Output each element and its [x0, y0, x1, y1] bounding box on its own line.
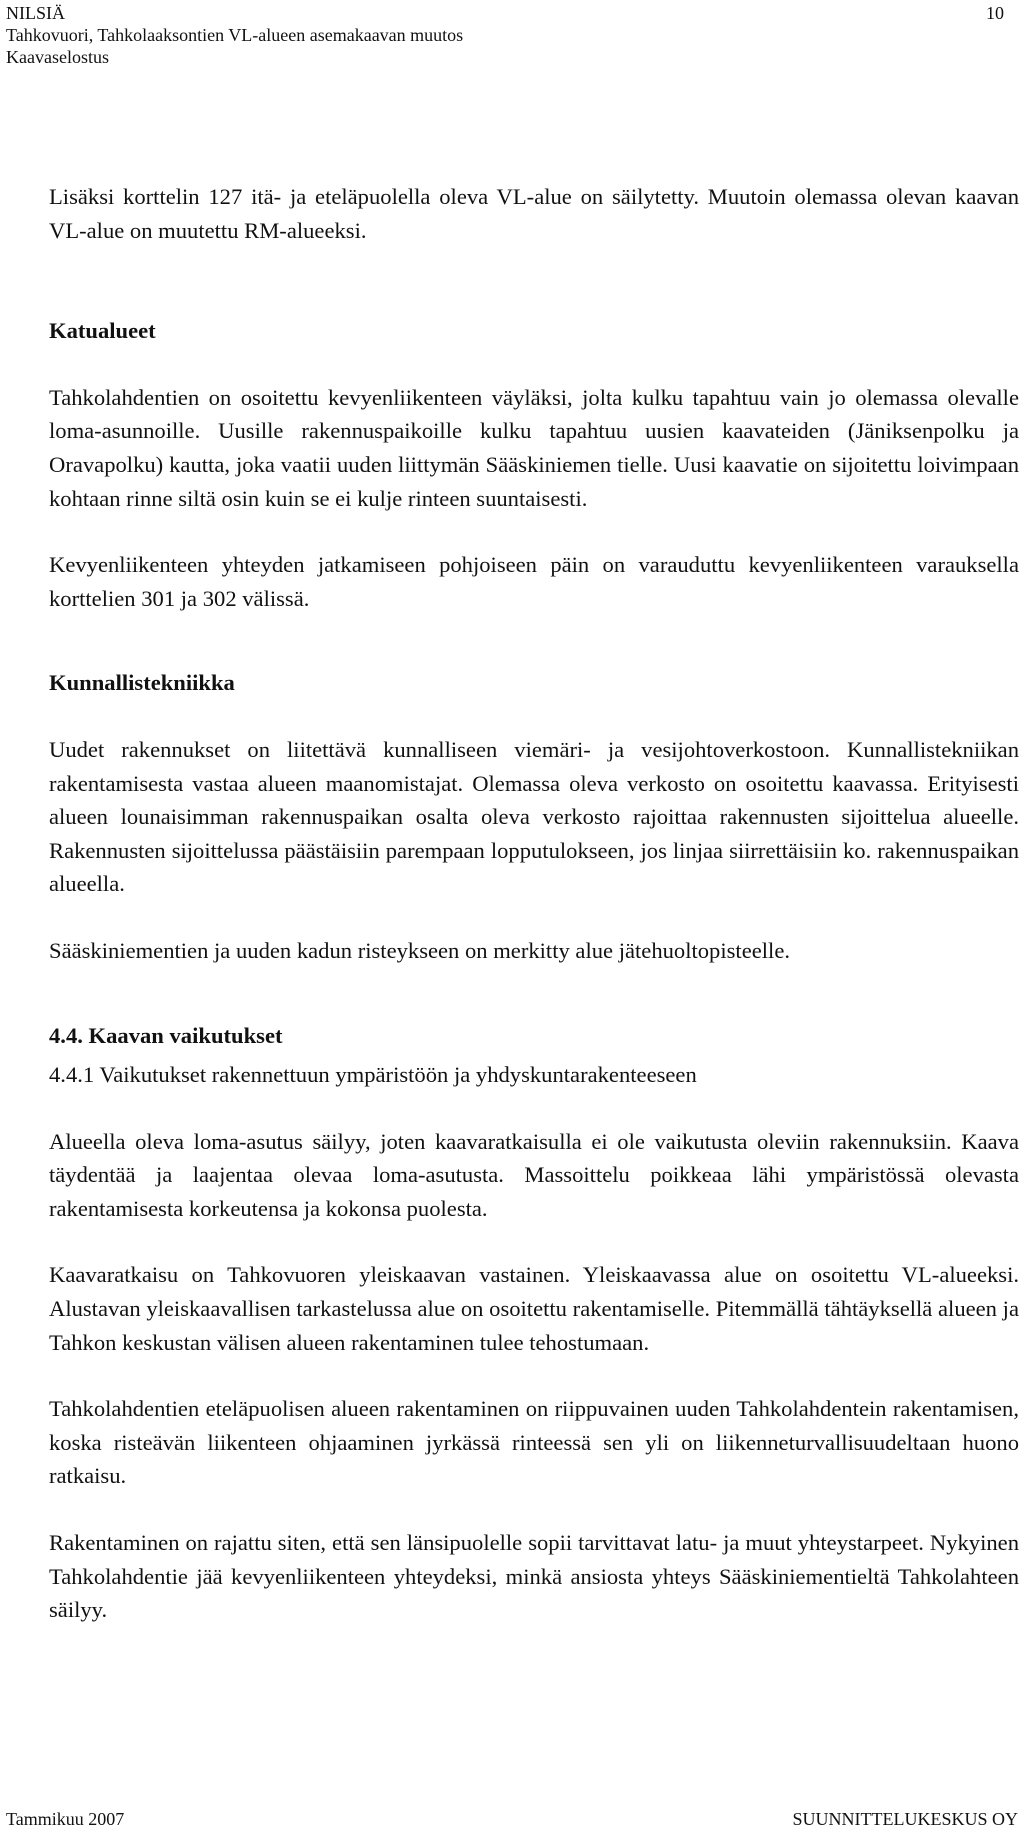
header-document-type: Kaavaselostus — [6, 47, 109, 67]
paragraph-waste-point: Sääskiniementien ja uuden kadun risteykseen on merkitty alue jätehuoltopisteelle. — [49, 937, 790, 963]
page-header — [6, 2, 463, 68]
paragraph-impacts-2: Kaavaratkaisu on Tahkovuoren yleiskaavan vastainen. Yleiskaavassa alue on osoitettu VL-alueeksi. Alustavan yleiskaavallisen tarkastelussa alue on osoitettu rakentamiselle. Pitemmällä tähtäyksellä alueen ja Tahkon keskustan välisen alueen rakentaminen tulee tehostumaan. — [49, 1262, 1019, 1355]
paragraph-light-traffic: Kevyenliikenteen yhteyden jatkamiseen pohjoiseen päin on varauduttu kevyenliikenteen varauksella korttelien 301 ja 302 välissä. — [49, 552, 1019, 611]
footer-company: SUUNNITTELUKESKUS OY — [792, 1809, 1018, 1829]
paragraph-vl-area: Lisäksi korttelin 127 itä- ja eteläpuolella oleva VL-alue on säilytetty. Muutoin olemassa olevan kaavan VL-alue on muutettu RM-alueeksi. — [49, 184, 1019, 243]
heading-kunnallistekniikka: Kunnallistekniikka — [49, 670, 235, 696]
heading-katualueet: Katualueet — [49, 318, 156, 344]
document-body — [49, 180, 1019, 1627]
footer-date: Tammikuu 2007 — [6, 1809, 125, 1829]
header-project-title: Tahkovuori, Tahkolaaksontien VL-alueen asemakaavan muutos — [6, 25, 464, 45]
heading-kaavan-vaikutukset: 4.4. Kaavan vaikutukset — [49, 1022, 283, 1048]
page-number: 10 — [986, 3, 1004, 23]
header-company: NILSIÄ — [6, 3, 65, 23]
paragraph-impacts-4: Rakentaminen on rajattu siten, että sen länsipuolelle sopii tarvittavat latu- ja muut yhteystarpeet. Nykyinen Tahkolahdentie jää kevyenliikenteen yhteydeksi, minkä ansiosta yhteys Sääskiniementieltä Tahkolahteen säilyy. — [49, 1530, 1019, 1623]
paragraph-impacts-1: Alueella oleva loma-asutus säilyy, joten kaavaratkaisulla ei ole vaikutusta oleviin rakennuksiin. Kaava täydentää ja laajentaa olevaa loma-asutusta. Massoittelu poikkeaa lähi ympäristössä olevasta rakentamisesta korkeutensa ja kokonsa puolesta. — [49, 1128, 1019, 1221]
paragraph-street-areas: Tahkolahdentien on osoitettu kevyenliikenteen väyläksi, jolta kulku tapahtuu vain jo olemassa olevalle loma-asunnoille. Uusille rakennuspaikoille kulku tapahtuu uusien kaavateiden (Jäniksenpolku ja Oravapolku) kautta, joka vaatii uuden liittymän Sääskiniemen tielle. Uusi kaavatie on sijoitettu loivimpaan kohtaan rinne siltä osin kuin se ei kulje rinteen suuntaisesti. — [49, 384, 1019, 511]
subheading-vaikutukset: 4.4.1 Vaikutukset rakennettuun ympäristöön ja yhdyskuntarakenteeseen — [49, 1062, 697, 1088]
paragraph-impacts-3: Tahkolahdentien eteläpuolisen alueen rakentaminen on riippuvainen uuden Tahkolahdentein rakentamisen, koska risteävän liikenteen ohjaaminen jyrkässä rinteessä sen yli on liikenneturvallisuudeltaan huono ratkaisu. — [49, 1396, 1019, 1489]
paragraph-municipal-engineering: Uudet rakennukset on liitettävä kunnalliseen viemäri- ja vesijohtoverkostoon. Kunnallistekniikan rakentamisesta vastaa alueen maanomistajat. Olemassa oleva verkosto on osoitettu kaavassa. Erityisesti alueen lounaisimman rakennuspaikan osalta oleva verkosto rajoittaa rakennusten sijoittelua alueelle. Rakennusten sijoittelussa päästäisiin parempaan lopputulokseen, jos linjaa siirrettäisiin ko. rakennuspaikan alueella. — [49, 736, 1019, 897]
